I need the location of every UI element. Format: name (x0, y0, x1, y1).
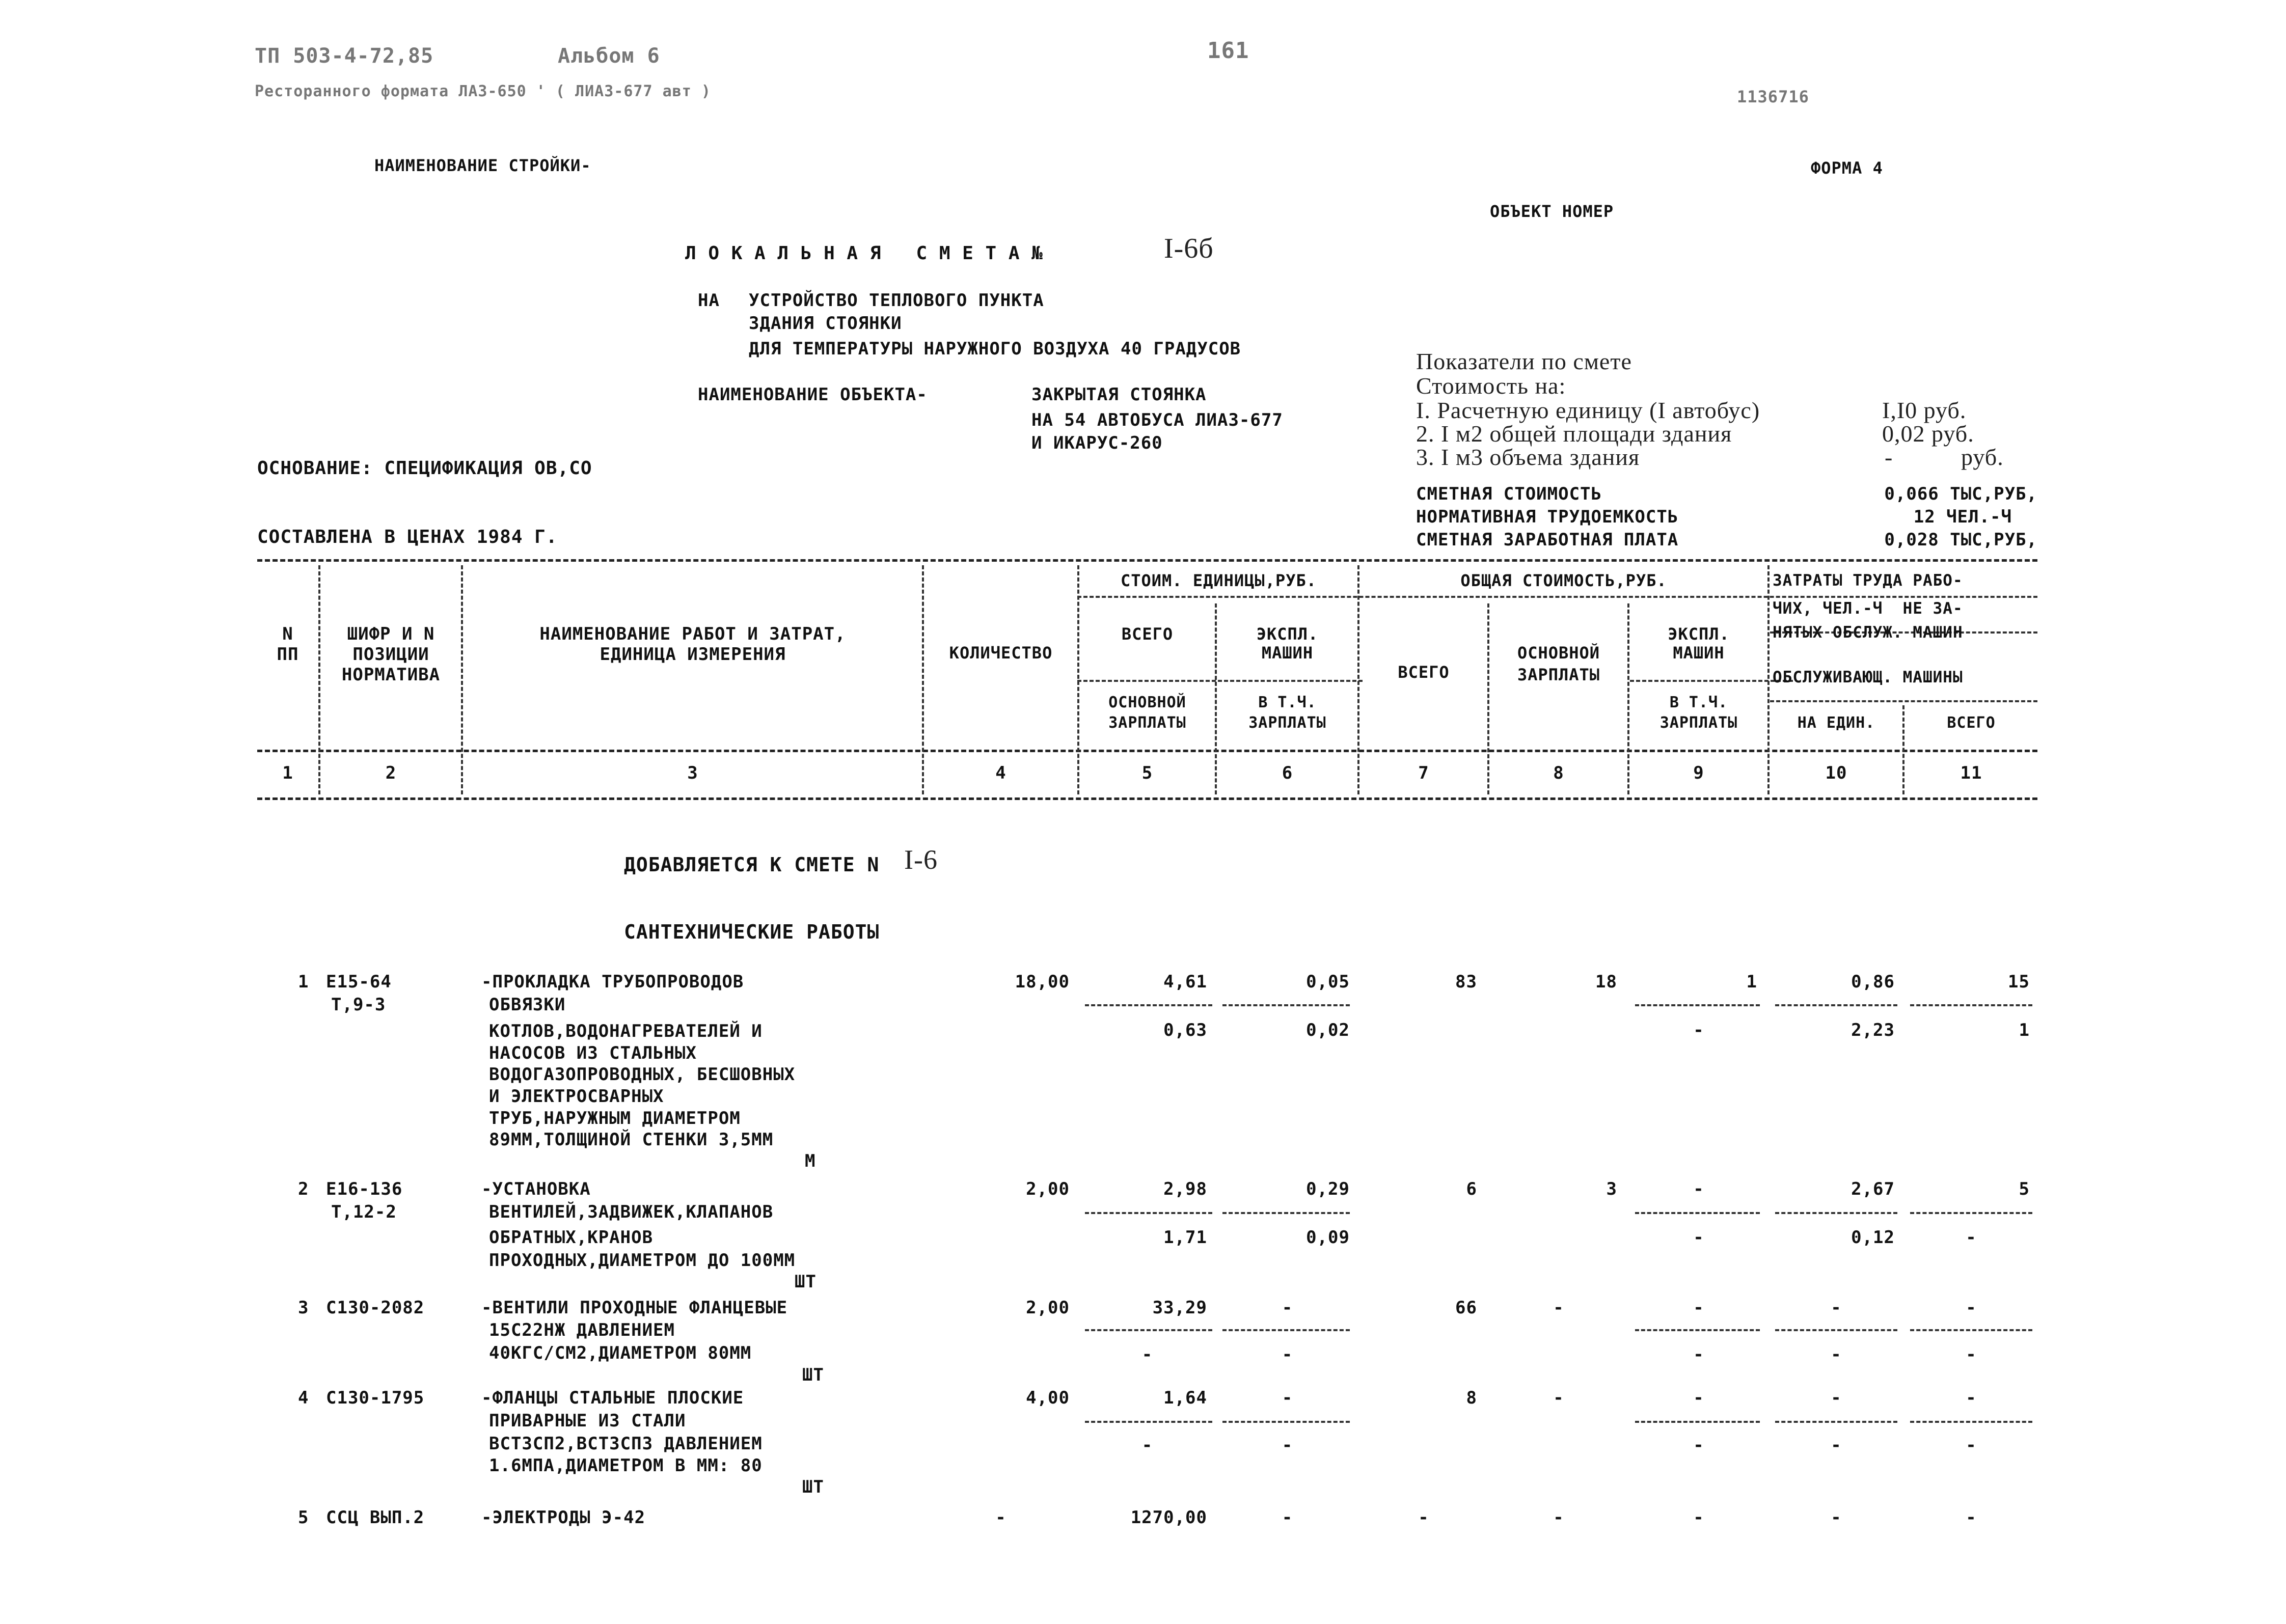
row-name-line: 1.6МПА,ДИАМЕТРОМ В ММ: 80 (489, 1455, 763, 1476)
th-unit-cost: СТОИМ. ЕДИНИЦЫ,РУБ. (1120, 571, 1317, 590)
project-code: ТП 503-4-72,85 (255, 44, 434, 68)
row-code: С130-2082 (326, 1298, 425, 1318)
object-line-1: ЗАКРЫТАЯ СТОЯНКА (1031, 384, 1207, 405)
summary-cost-value: 0,066 ТЫС,РУБ, (1884, 484, 2037, 504)
row-number: 1 (298, 972, 309, 992)
col-sep-10 (1902, 705, 1904, 794)
th-work-1: НАИМЕНОВАНИЕ РАБОТ И ЗАТРАТ, (539, 624, 846, 644)
th-c9-4: ЗАРПЛАТЫ (1659, 714, 1738, 732)
header-rule-nums (257, 797, 2037, 800)
indicators-heading: Показатели по смете (1416, 348, 1632, 374)
sub-rule (1910, 1421, 2032, 1423)
header-rule-labor2 (1770, 700, 2037, 702)
row-c10-maint: - (1831, 1435, 1842, 1455)
title-line-2: ЗДАНИЯ СТОЯНКИ (749, 313, 902, 334)
row-c11-maint: - (1966, 1435, 1977, 1455)
row-c7: 83 (1455, 972, 1477, 992)
added-estimate-number: I-6 (904, 844, 938, 875)
row-c5: 33,29 (1152, 1298, 1207, 1318)
indicator-1-value: I,I0 руб. (1882, 397, 1967, 423)
row-name-line: -ФЛАНЦЫ СТАЛЬНЫЕ ПЛОСКИЕ (481, 1388, 744, 1408)
album-label: Альбом 6 (558, 44, 660, 68)
doc-number: 1136716 (1737, 87, 1809, 106)
row-qty: 2,00 (1026, 1179, 1070, 1199)
th-labor-3: НЯТЫХ ОБСЛУЖ. МАШИН (1773, 623, 1963, 642)
th-c10: НА ЕДИН. (1797, 714, 1875, 732)
row-c10: 2,67 (1851, 1179, 1895, 1199)
indicator-3-value: руб. (1961, 444, 2004, 470)
summary-labor-value: 12 ЧЕЛ.-Ч (1913, 507, 2012, 527)
row-name-line: ТРУБ,НАРУЖНЫМ ДИАМЕТРОМ (489, 1108, 741, 1128)
sub-rule (1775, 1421, 1897, 1423)
estimate-number: I-6б (1164, 233, 1214, 264)
row-c11: - (1966, 1507, 1977, 1528)
sub-rule (1222, 1329, 1350, 1331)
col-sep-7 (1487, 603, 1489, 794)
row-c6-wage: - (1282, 1344, 1293, 1365)
row-unit: ШТ (802, 1365, 824, 1385)
sub-rule (1222, 1004, 1350, 1006)
col-num-2: 2 (385, 763, 397, 783)
row-c5-wage: - (1141, 1344, 1153, 1365)
row-c9-wage: - (1693, 1435, 1704, 1455)
row-c6: - (1282, 1388, 1293, 1408)
sub-rule (1085, 1212, 1212, 1214)
th-code-3: НОРМАТИВА (341, 665, 441, 685)
sub-rule (1910, 1004, 2032, 1006)
title-line-1: УСТРОЙСТВО ТЕПЛОВОГО ПУНКТА (749, 290, 1044, 311)
th-c5-wage1: ОСНОВНОЙ (1108, 694, 1186, 711)
row-c11: - (1966, 1388, 1977, 1408)
doc-subtitle: Ресторанного формата ЛАЗ-650 ' ( ЛИАЗ-677 авт ) (255, 82, 711, 100)
row-c5-wage: 0,63 (1163, 1020, 1207, 1040)
th-total-cost: ОБЩАЯ СТОИМОСТЬ,РУБ. (1460, 571, 1667, 590)
row-code: С130-1795 (326, 1388, 425, 1408)
col-num-7: 7 (1418, 763, 1429, 783)
row-c9-wage: - (1693, 1344, 1704, 1365)
object-line-2: НА 54 АВТОБУСА ЛИАЗ-677 (1031, 410, 1283, 430)
indicator-2-label: 2. I м2 общей площади здания (1416, 421, 1732, 447)
object-number-label: ОБЪЕКТ НОМЕР (1490, 202, 1614, 221)
col-sep-1 (318, 565, 320, 794)
row-qty: 18,00 (1015, 972, 1070, 992)
row-number: 3 (298, 1298, 309, 1318)
th-c6-incl2: ЗАРПЛАТЫ (1248, 714, 1326, 732)
row-c9-wage: - (1693, 1020, 1704, 1040)
estimate-title: Л О К А Л Ь Н А Я С М Е Т А № (685, 243, 1043, 264)
th-labor-4: ОБСЛУЖИВАЮЩ. МАШИНЫ (1773, 668, 1963, 686)
page-number: 161 (1207, 38, 1249, 64)
price-basis: СОСТАВЛЕНА В ЦЕНАХ 1984 Г. (257, 527, 558, 547)
row-code: Е15-64 (326, 972, 392, 992)
th-work-2: ЕДИНИЦА ИЗМЕРЕНИЯ (600, 644, 786, 665)
row-name-line: НАСОСОВ ИЗ СТАЛЬНЫХ (489, 1043, 697, 1063)
col-num-11: 11 (1960, 763, 1982, 783)
th-code-1: ШИФР И N (347, 624, 435, 644)
row-unit: М (805, 1151, 816, 1171)
row-qty: - (995, 1507, 1006, 1528)
basis: ОСНОВАНИЕ: СПЕЦИФИКАЦИЯ ОВ,СО (257, 458, 592, 479)
row-c8: - (1553, 1388, 1564, 1408)
col-num-1: 1 (282, 763, 293, 783)
sub-rule (1910, 1329, 2032, 1331)
row-unit: ШТ (795, 1272, 817, 1292)
row-c9: - (1693, 1388, 1704, 1408)
col-sep-3 (922, 565, 924, 794)
row-c10-maint: - (1831, 1344, 1842, 1365)
row-name-line: 40КГС/СМ2,ДИАМЕТРОМ 80ММ (489, 1343, 752, 1363)
row-c7: - (1418, 1507, 1429, 1528)
row-name-line: 89ММ,ТОЛЩИНОЙ СТЕНКИ 3,5ММ (489, 1130, 774, 1150)
col-num-5: 5 (1141, 763, 1153, 783)
indicator-3-dash: - (1885, 444, 1893, 470)
sub-rule (1775, 1212, 1897, 1214)
row-c5: 1270,00 (1130, 1507, 1207, 1528)
header-rule-mid (1077, 596, 2037, 598)
sub-rule (1635, 1004, 1760, 1006)
th-c9-3: В Т.Ч. (1669, 694, 1728, 711)
row-code: ССЦ ВЫП.2 (326, 1507, 425, 1528)
row-qty: 2,00 (1026, 1298, 1070, 1318)
row-name-line: ВОДОГАЗОПРОВОДНЫХ, БЕСШОВНЫХ (489, 1064, 796, 1085)
row-name-line: ОБРАТНЫХ,КРАНОВ (489, 1227, 654, 1248)
row-c6: - (1282, 1507, 1293, 1528)
th-qty: КОЛИЧЕСТВО (949, 643, 1053, 663)
summary-wage-label: СМЕТНАЯ ЗАРАБОТНАЯ ПЛАТА (1416, 530, 1679, 550)
sub-rule (1222, 1421, 1350, 1423)
th-c7: ВСЕГО (1398, 663, 1450, 682)
row-c9: - (1693, 1507, 1704, 1528)
summary-cost-label: СМЕТНАЯ СТОИМОСТЬ (1416, 484, 1602, 504)
th-c6-mach1: ЭКСПЛ. (1256, 624, 1319, 644)
col-sep-4 (1077, 565, 1079, 794)
row-c11-maint: - (1966, 1227, 1977, 1248)
sub-rule (1085, 1421, 1212, 1423)
row-name-line: 15С22НЖ ДАВЛЕНИЕМ (489, 1320, 675, 1340)
col-num-10: 10 (1825, 763, 1847, 783)
row-number: 4 (298, 1388, 309, 1408)
sub-rule (1085, 1329, 1212, 1331)
sub-rule (1635, 1329, 1760, 1331)
row-c5: 2,98 (1163, 1179, 1207, 1199)
col-sep-5 (1215, 603, 1217, 794)
row-c9-wage: - (1693, 1227, 1704, 1248)
sub-rule (1635, 1421, 1760, 1423)
sub-rule (1085, 1004, 1212, 1006)
th-c8-2: ЗАРПЛАТЫ (1517, 665, 1600, 684)
th-c6-mach2: МАШИН (1261, 643, 1314, 663)
construction-label: НАИМЕНОВАНИЕ СТРОЙКИ- (374, 156, 591, 175)
row-c9: 1 (1746, 972, 1757, 992)
col-sep-6 (1357, 565, 1359, 794)
row-name-line: ПРОХОДНЫХ,ДИАМЕТРОМ ДО 100ММ (489, 1250, 796, 1271)
row-c5-wage: 1,71 (1163, 1227, 1207, 1248)
row-c9: - (1693, 1298, 1704, 1318)
sub-rule (1222, 1212, 1350, 1214)
col-num-4: 4 (995, 763, 1006, 783)
row-name-line: -ПРОКЛАДКА ТРУБОПРОВОДОВ (481, 972, 744, 992)
header-rule-bottom (257, 750, 2037, 752)
sub-rule (1635, 1212, 1760, 1214)
row-c11: - (1966, 1298, 1977, 1318)
summary-wage-value: 0,028 ТЫС,РУБ, (1884, 530, 2037, 550)
th-labor-1: ЗАТРАТЫ ТРУДА РАБО- (1773, 571, 1963, 590)
row-c6-wage: - (1282, 1435, 1293, 1455)
sub-rule (1775, 1004, 1897, 1006)
row-code-table: Т,12-2 (331, 1202, 397, 1222)
row-c7: 8 (1466, 1388, 1477, 1408)
row-number: 5 (298, 1507, 309, 1528)
row-c5: 1,64 (1163, 1388, 1207, 1408)
col-num-8: 8 (1553, 763, 1564, 783)
title-on: НА (698, 290, 720, 311)
sub-rule (1910, 1212, 2032, 1214)
sub-rule (1775, 1329, 1897, 1331)
form-label: ФОРМА 4 (1811, 158, 1883, 178)
col-sep-9 (1767, 565, 1770, 794)
row-c10: - (1831, 1388, 1842, 1408)
th-labor-2: ЧИХ, ЧЕЛ.-Ч НЕ ЗА- (1773, 599, 1963, 618)
th-n: N (282, 624, 293, 644)
indicator-2-value: 0,02 руб. (1882, 421, 1974, 447)
col-num-6: 6 (1282, 763, 1293, 783)
row-c6: - (1282, 1298, 1293, 1318)
summary-labor-label: НОРМАТИВНАЯ ТРУДОЕМКОСТЬ (1416, 507, 1679, 527)
row-name-line: ВЕНТИЛЕЙ,ЗАДВИЖЕК,КЛАПАНОВ (489, 1202, 774, 1222)
row-c6: 0,05 (1306, 972, 1350, 992)
col-num-9: 9 (1693, 763, 1704, 783)
col-num-3: 3 (687, 763, 698, 783)
indicator-3-label: 3. I м3 объема здания (1416, 444, 1640, 470)
row-c10: - (1831, 1507, 1842, 1528)
col-sep-2 (461, 565, 463, 794)
row-c11: 5 (2019, 1179, 2030, 1199)
row-c8: 18 (1595, 972, 1617, 992)
row-c10: 0,86 (1851, 972, 1895, 992)
row-c8: 3 (1606, 1179, 1617, 1199)
title-line-3: ДЛЯ ТЕМПЕРАТУРЫ НАРУЖНОГО ВОЗДУХА 40 ГРАДУСОВ (749, 339, 1241, 359)
row-c10-maint: 2,23 (1851, 1020, 1895, 1040)
row-qty: 4,00 (1026, 1388, 1070, 1408)
row-c9: - (1693, 1179, 1704, 1199)
row-c11: 15 (2008, 972, 2030, 992)
th-pp: ПП (277, 644, 299, 665)
row-c5: 4,61 (1163, 972, 1207, 992)
row-c11-maint: 1 (2019, 1020, 2030, 1040)
row-name-line: -ВЕНТИЛИ ПРОХОДНЫЕ ФЛАНЦЕВЫЕ (481, 1298, 788, 1318)
indicator-1-label: I. Расчетную единицу (I автобус) (1416, 397, 1760, 423)
row-c6-wage: 0,09 (1306, 1227, 1350, 1248)
row-name-line: -УСТАНОВКА (481, 1179, 591, 1199)
th-c9-2: МАШИН (1673, 643, 1725, 663)
col-sep-8 (1627, 603, 1629, 794)
indicators-cost-label: Стоимость на: (1416, 373, 1566, 399)
row-unit: ШТ (802, 1477, 824, 1497)
row-name-line: КОТЛОВ,ВОДОНАГРЕВАТЕЛЕЙ И (489, 1021, 763, 1041)
th-c5-wage2: ЗАРПЛАТЫ (1108, 714, 1186, 732)
th-c6-incl1: В Т.Ч. (1258, 694, 1317, 711)
row-c7: 6 (1466, 1179, 1477, 1199)
row-c10: - (1831, 1298, 1842, 1318)
row-c8: - (1553, 1507, 1564, 1528)
header-rule-top (257, 559, 2037, 562)
row-number: 2 (298, 1179, 309, 1199)
added-to-estimate: ДОБАВЛЯЕТСЯ К СМЕТЕ N (624, 854, 880, 876)
row-name-line: ПРИВАРНЫЕ ИЗ СТАЛИ (489, 1411, 686, 1431)
row-c5-wage: - (1141, 1435, 1153, 1455)
row-name-line: ВСТ3СП2,ВСТ3СП3 ДАВЛЕНИЕМ (489, 1434, 763, 1454)
th-code-2: ПОЗИЦИИ (352, 644, 429, 665)
row-c6-wage: 0,02 (1306, 1020, 1350, 1040)
th-c11: ВСЕГО (1947, 714, 1996, 732)
row-c8: - (1553, 1298, 1564, 1318)
object-line-3: И ИКАРУС-260 (1031, 433, 1163, 453)
row-name-line: И ЭЛЕКТРОСВАРНЫХ (489, 1086, 664, 1107)
row-name-line: -ЭЛЕКТРОДЫ Э-42 (481, 1507, 646, 1528)
object-label: НАИМЕНОВАНИЕ ОБЪЕКТА- (698, 384, 928, 405)
row-c6: 0,29 (1306, 1179, 1350, 1199)
th-c8-1: ОСНОВНОЙ (1517, 643, 1600, 663)
row-c7: 66 (1455, 1298, 1477, 1318)
row-name-line: ОБВЯЗКИ (489, 995, 566, 1015)
row-c10-maint: 0,12 (1851, 1227, 1895, 1248)
row-code: Е16-136 (326, 1179, 403, 1199)
row-c11-maint: - (1966, 1344, 1977, 1365)
header-rule-unit (1077, 680, 1363, 682)
th-c9-1: ЭКСПЛ. (1668, 624, 1730, 644)
row-code-table: Т,9-3 (331, 995, 386, 1015)
th-c5-total: ВСЕГО (1121, 624, 1174, 644)
plumbing-section: САНТЕХНИЧЕСКИЕ РАБОТЫ (624, 921, 880, 943)
